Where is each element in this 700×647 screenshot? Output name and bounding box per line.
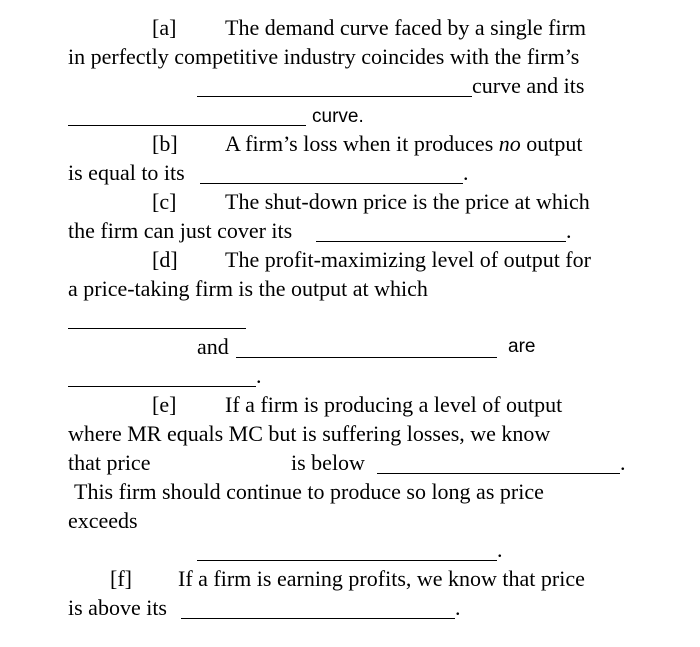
question-c-label: [c] [152, 189, 177, 214]
question-d-end: . [256, 363, 262, 388]
question-b-line2: is equal to its [68, 160, 185, 185]
question-e-line6-end: . [497, 537, 503, 562]
question-d-blank-1[interactable] [68, 328, 246, 329]
question-d-are: are [508, 336, 536, 357]
question-e-line5: exceeds [68, 508, 138, 533]
question-c-line1: The shut-down price is the price at which [225, 189, 590, 214]
question-b-blank[interactable] [200, 183, 463, 184]
question-a-label: [a] [152, 15, 177, 40]
question-a-line2: in perfectly competitive industry coincides with the firm’s [68, 44, 580, 69]
question-b-italic-word: no [498, 131, 521, 156]
question-b-end: . [463, 160, 469, 185]
question-a-blank-1[interactable] [197, 96, 472, 97]
question-b-line1: A firm’s loss when it produces no output [225, 131, 583, 156]
question-a-line4: curve. [312, 106, 364, 127]
question-e-line3-end: . [620, 450, 626, 475]
question-a-line3: curve and its [472, 73, 585, 98]
question-e-line4: This firm should continue to produce so long as price [74, 479, 544, 504]
question-e-line3-a: that price [68, 450, 151, 475]
question-c-end: . [566, 218, 572, 243]
question-d-line1: The profit-maximizing level of output for [225, 247, 591, 272]
question-b-label: [b] [152, 131, 178, 156]
question-e-line1: If a firm is producing a level of output [225, 392, 563, 417]
question-d-and: and [197, 334, 229, 359]
question-e-label: [e] [152, 392, 177, 417]
question-a-blank-2[interactable] [68, 125, 306, 126]
question-c-blank[interactable] [316, 241, 566, 242]
question-d-blank-3[interactable] [68, 386, 256, 387]
question-d-label: [d] [152, 247, 178, 272]
question-f-label: [f] [110, 566, 132, 591]
question-f-end: . [455, 595, 461, 620]
question-f-line1: If a firm is earning profits, we know that price [178, 566, 585, 591]
question-e-blank-2[interactable] [197, 560, 497, 561]
question-d-line2: a price-taking firm is the output at which [68, 276, 428, 301]
question-e-blank-1[interactable] [377, 473, 620, 474]
question-d-blank-2[interactable] [236, 357, 497, 358]
question-f-blank[interactable] [181, 618, 455, 619]
question-c-line2: the firm can just cover its [68, 218, 293, 243]
question-e-line2: where MR equals MC but is suffering losses, we know [68, 421, 551, 446]
question-f-line2: is above its [68, 595, 167, 620]
question-a-line1: The demand curve faced by a single firm [225, 15, 587, 40]
question-e-line3-b: is below [291, 450, 365, 475]
